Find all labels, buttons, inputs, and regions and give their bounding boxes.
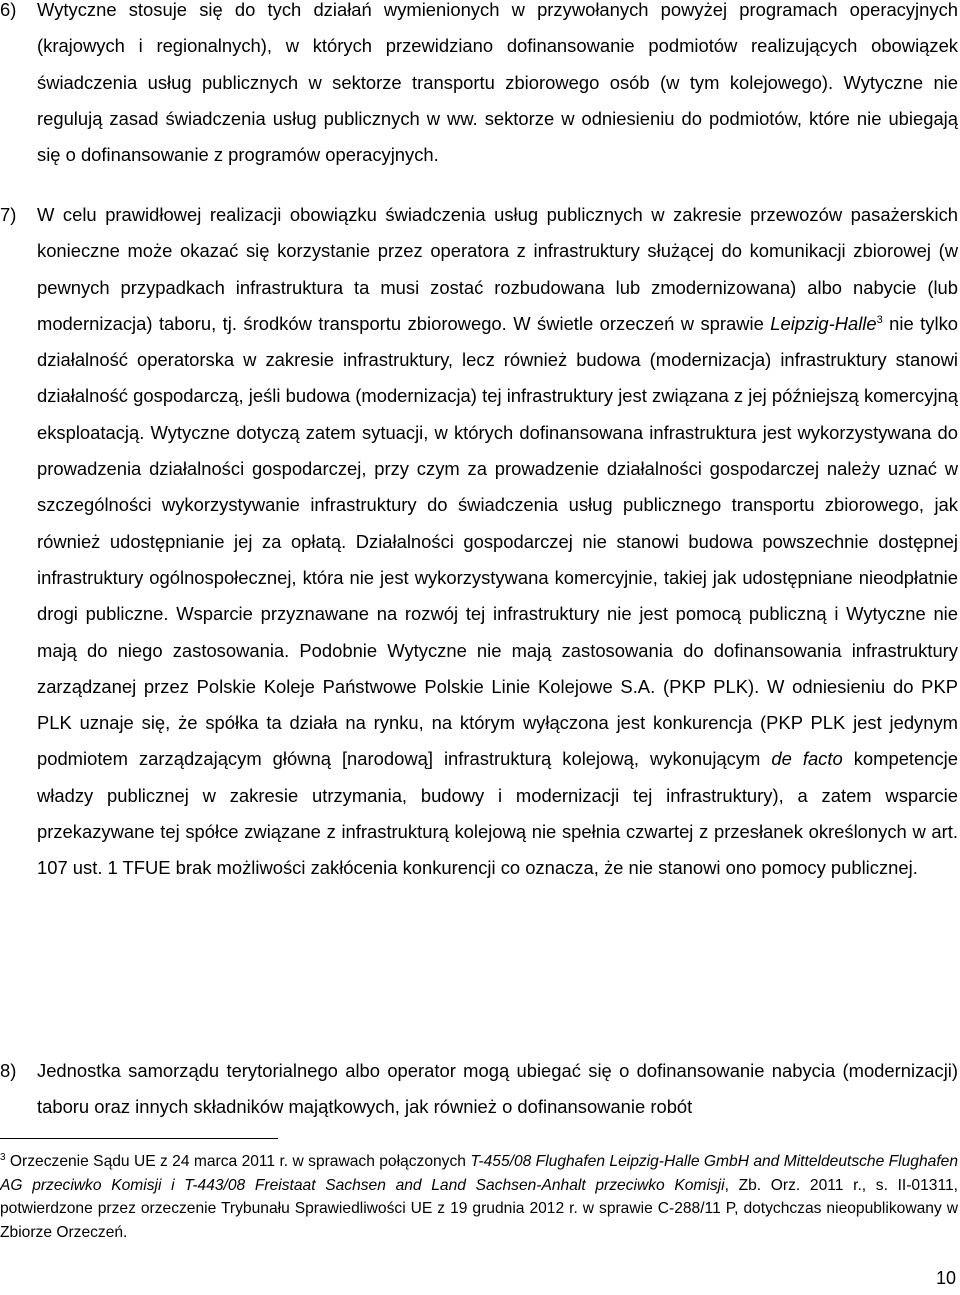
italic-term: de facto bbox=[771, 748, 843, 770]
paragraph-6 bbox=[0, 0, 958, 173]
footnote-marker: 3 bbox=[0, 1152, 6, 1163]
footnote-separator bbox=[0, 1138, 278, 1139]
paragraph-text: Jednostka samorządu terytorialnego albo operator mogą ubiegać się o dofinansowanie nabycia (modernizacji) taboru oraz innych składników majątkowych, jak również o dofinansowanie robót bbox=[37, 1060, 958, 1118]
paragraph-number: 7) bbox=[0, 204, 17, 225]
case-name: Leipzig-Halle bbox=[770, 312, 877, 334]
footnote-reference: 3 bbox=[876, 313, 883, 326]
paragraph-text bbox=[37, 197, 958, 887]
paragraph-8 bbox=[0, 1053, 958, 1126]
footnote-case-names: T-455/08 Flughafen Leipzig-Halle GmbH and Mitteldeutsche Flughafen AG przeciwko Komisji i T-443/08 Freistaat Sachsen and Land Sachsen-Anhalt przeciwko Komisji bbox=[0, 1153, 958, 1194]
text-segment: W celu prawidłowej realizacji obowiązku świadczenia usług publicznych w zakresie przewozów pasażerskich konieczne może okazać się korzystanie przez operatora z infrastruktury służącej do komunikacji zbiorowej (w pewnych przypadkach infrastruktura ta musi zostać rozbudowana lub zmodernizowana) albo nabycie (lub modernizacja) taboru, tj. środków transportu zbiorowego. W świetle orzeczeń w sprawie bbox=[37, 204, 958, 334]
footnote bbox=[0, 1150, 958, 1244]
text-segment: nie tylko działalność operatorska w zakresie infrastruktury, lecz również budowa (modernizacja) infrastruktury stanowi działalność gospodarczą, jeśli budowa (modernizacja) tej infrastruktury jest związana z jej późniejszą komercyjną eksploatacją. Wytyczne dotyczą zatem sytuacji, w których dofinansowana infrastruktura jest wykorzystywana do prowadzenia działalności gospodarczej, przy czym za prowadzenie działalności gospodarczej należy uznać w szczególności wykorzystywanie infrastruktury do świadczenia usług publicznego transportu zbiorowego, jak również udostępnianie jej za opłatą. Działalności gospodarczej nie stanowi budowa powszechnie dostępnej infrastruktury ogólnospołecznej, która nie jest wykorzystywana komercyjnie, takiej jak udostępniane nieodpłatnie drogi publiczne. Wsparcie przyznawane na rozwój tej infrastruktury nie jest pomocą publiczną i Wytyczne nie mają do niego zastosowania. Podobnie Wytyczne nie mają zastosowania do dofinansowania infrastruktury zarządzanej przez Polskie Koleje Państwowe Polskie Linie Kolejowe S.A. (PKP PLK). W odniesieniu do PKP PLK uznaje się, że spółka ta działa na rynku, na którym wyłączona jest konkurencja (PKP PLK jest jedynym podmiotem zarządzającym główną [narodową] infrastrukturą kolejową, wykonującym bbox=[37, 312, 958, 770]
footnote-text: Orzeczenie Sądu UE z 24 marca 2011 r. w sprawach połączonych bbox=[5, 1153, 471, 1170]
paragraph-7 bbox=[0, 197, 958, 887]
footnote-text: , Zb. Orz. 2011 r., s. II-01311, potwierdzone przez orzeczenie Trybunału Sprawiedliwości UE z 19 grudnia 2012 r. w sprawie C-288/11 P, dotychczas nieopublikowany w Zbiorze Orzeczeń. bbox=[0, 1176, 958, 1241]
text-segment: kompetencje władzy publicznej w zakresie utrzymania, budowy i modernizacji tej infrastruktury), a zatem wsparcie przekazywane tej spółce związane z infrastrukturą kolejową nie spełnia czwartej z przesłanek określonych w art. 107 ust. 1 TFUE brak możliwości zakłócenia konkurencji co oznacza, że nie stanowi ono pomocy publicznej. bbox=[37, 748, 958, 879]
page-number: 10 bbox=[935, 1268, 956, 1288]
paragraph-text: Wytyczne stosuje się do tych działań wymienionych w przywołanych powyżej programach operacyjnych (krajowych i regionalnych), w których przewidziano dofinansowanie podmiotów realizujących obowiązek świadczenia usług publicznych w sektorze transportu zbiorowego osób (w tym kolejowego). Wytyczne nie regulują zasad świadczenia usług publicznych w ww. sektorze w odniesieniu do podmiotów, które nie ubiegają się o dofinansowanie z programów operacyjnych. bbox=[37, 0, 958, 166]
paragraph-number: 8) bbox=[0, 1060, 17, 1081]
paragraph-number: 6) bbox=[0, 0, 17, 20]
